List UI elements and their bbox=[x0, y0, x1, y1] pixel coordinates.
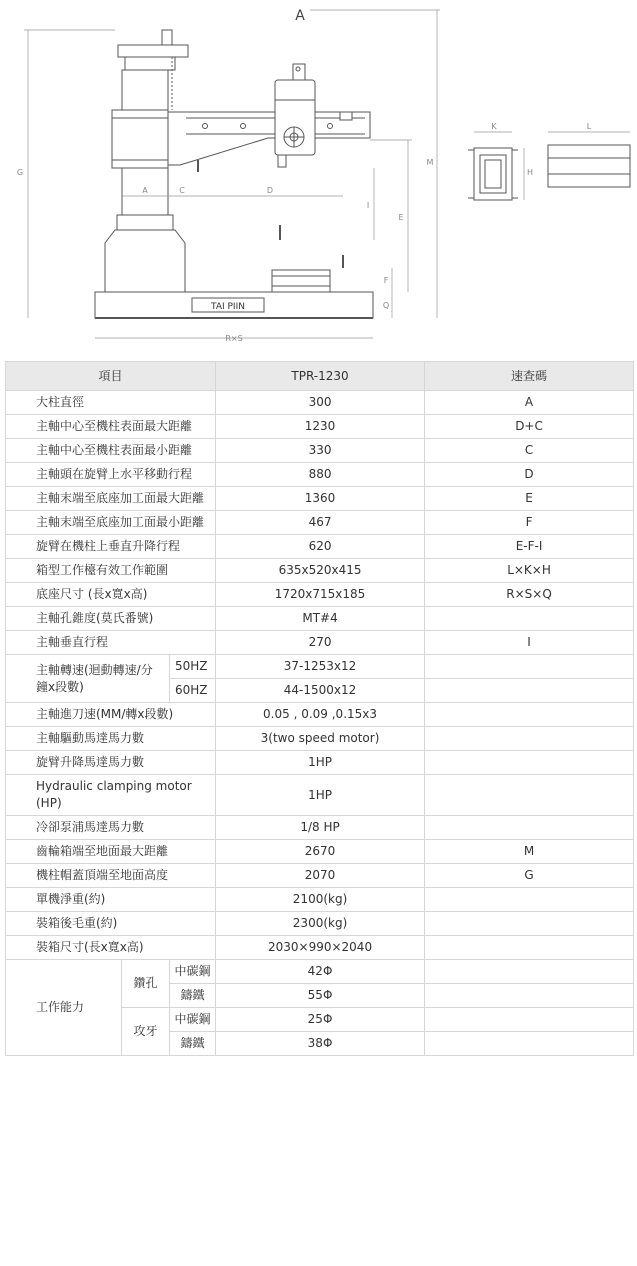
table-row bbox=[6, 912, 634, 936]
row-code bbox=[425, 727, 634, 751]
speed-hz: 50HZ bbox=[170, 655, 216, 679]
table-row bbox=[6, 391, 634, 415]
row-label: 底座尺寸 (長x寬x高) bbox=[6, 583, 216, 607]
row-value: 270 bbox=[216, 631, 425, 655]
table-header-row bbox=[6, 362, 634, 391]
row-label: 主軸進刀速(MM/轉x段數) bbox=[6, 703, 216, 727]
capacity-value: 55Φ bbox=[216, 984, 425, 1008]
row-label: 箱型工作檯有效工作範圍 bbox=[6, 559, 216, 583]
table-row bbox=[6, 703, 634, 727]
dim-e: E bbox=[398, 213, 404, 222]
table-row bbox=[6, 463, 634, 487]
header-model: TPR-1230 bbox=[216, 362, 425, 391]
speed-hz: 60HZ bbox=[170, 679, 216, 703]
row-code bbox=[425, 751, 634, 775]
row-value: 1230 bbox=[216, 415, 425, 439]
row-label: 冷卻泵浦馬達馬力數 bbox=[6, 816, 216, 840]
speed-label: 主軸轉速(迴動轉速/分鐘x段數) bbox=[6, 655, 170, 703]
table-row-speed-50hz bbox=[6, 655, 634, 679]
capacity-value: 38Φ bbox=[216, 1032, 425, 1056]
row-code bbox=[425, 607, 634, 631]
dim-l: L bbox=[586, 122, 592, 131]
box-table-side bbox=[548, 145, 630, 187]
row-value: 620 bbox=[216, 535, 425, 559]
table-row bbox=[6, 751, 634, 775]
row-code: E bbox=[425, 487, 634, 511]
row-value: 330 bbox=[216, 439, 425, 463]
dim-rs: R×S bbox=[225, 334, 243, 343]
dim-m: M bbox=[426, 158, 434, 167]
row-value: 1360 bbox=[216, 487, 425, 511]
table-row bbox=[6, 511, 634, 535]
row-value: 3(two speed motor) bbox=[216, 727, 425, 751]
row-code bbox=[425, 936, 634, 960]
dim-h: H bbox=[526, 168, 534, 177]
row-value: 467 bbox=[216, 511, 425, 535]
row-value: 880 bbox=[216, 463, 425, 487]
capacity-material: 鑄鐵 bbox=[170, 1032, 216, 1056]
capacity-group-drilling: 鑽孔 bbox=[122, 960, 170, 1008]
table-row bbox=[6, 559, 634, 583]
capacity-label: 工作能力 bbox=[6, 960, 122, 1056]
box-table bbox=[272, 270, 330, 292]
capacity-material: 中碳鋼 bbox=[170, 960, 216, 984]
table-row bbox=[6, 439, 634, 463]
capacity-value: 25Φ bbox=[216, 1008, 425, 1032]
column-base bbox=[105, 230, 185, 292]
table-row bbox=[6, 583, 634, 607]
row-value: 2100(kg) bbox=[216, 888, 425, 912]
table-row bbox=[6, 775, 634, 816]
row-label: 大柱直徑 bbox=[6, 391, 216, 415]
row-label: 主軸垂直行程 bbox=[6, 631, 216, 655]
table-row bbox=[6, 727, 634, 751]
speed-value: 37-1253x12 bbox=[216, 655, 425, 679]
row-code bbox=[425, 703, 634, 727]
row-code bbox=[425, 816, 634, 840]
row-label: 旋臂在機柱上垂直升降行程 bbox=[6, 535, 216, 559]
table-row bbox=[6, 415, 634, 439]
row-value: 2030×990×2040 bbox=[216, 936, 425, 960]
row-value: MT#4 bbox=[216, 607, 425, 631]
row-value: 635x520x415 bbox=[216, 559, 425, 583]
capacity-material: 鑄鐵 bbox=[170, 984, 216, 1008]
dim-c: C bbox=[179, 186, 185, 195]
row-code bbox=[425, 775, 634, 816]
row-code: I bbox=[425, 631, 634, 655]
row-value: 0.05 , 0.09 ,0.15x3 bbox=[216, 703, 425, 727]
row-label: 主軸末端至底座加工面最小距離 bbox=[6, 511, 216, 535]
row-label: 機柱帽蓋頂端至地面高度 bbox=[6, 864, 216, 888]
row-value: 1HP bbox=[216, 775, 425, 816]
capacity-row-drill-steel bbox=[6, 960, 634, 984]
row-label: 裝箱後毛重(約) bbox=[6, 912, 216, 936]
row-label: 主軸孔錐度(莫氏番號) bbox=[6, 607, 216, 631]
row-value: 1/8 HP bbox=[216, 816, 425, 840]
row-label: Hydraulic clamping motor (HP) bbox=[6, 775, 216, 816]
header-item: 項目 bbox=[6, 362, 216, 391]
row-label: 主軸頭在旋臂上水平移動行程 bbox=[6, 463, 216, 487]
row-value: 1HP bbox=[216, 751, 425, 775]
dim-g: G bbox=[16, 168, 24, 177]
speed-code bbox=[425, 655, 634, 679]
dim-i: I bbox=[366, 201, 370, 210]
view-label: A bbox=[295, 8, 305, 24]
row-code: G bbox=[425, 864, 634, 888]
row-code bbox=[425, 888, 634, 912]
dim-f: F bbox=[383, 276, 389, 285]
row-code: E-F-I bbox=[425, 535, 634, 559]
dim-d: D bbox=[266, 186, 274, 195]
row-value: 300 bbox=[216, 391, 425, 415]
row-code: L×K×H bbox=[425, 559, 634, 583]
table-row bbox=[6, 888, 634, 912]
row-code: F bbox=[425, 511, 634, 535]
row-code: D+C bbox=[425, 415, 634, 439]
table-row bbox=[6, 864, 634, 888]
header-code: 速查碼 bbox=[425, 362, 634, 391]
row-code: C bbox=[425, 439, 634, 463]
table-row bbox=[6, 487, 634, 511]
row-code: M bbox=[425, 840, 634, 864]
capacity-value: 42Φ bbox=[216, 960, 425, 984]
nameplate-text: TAI PIIN bbox=[211, 302, 245, 312]
dim-a: A bbox=[142, 186, 148, 195]
row-label: 主軸中心至機柱表面最小距離 bbox=[6, 439, 216, 463]
dim-q: Q bbox=[382, 301, 390, 310]
row-value: 2070 bbox=[216, 864, 425, 888]
capacity-group-tapping: 攻牙 bbox=[122, 1008, 170, 1056]
row-code: A bbox=[425, 391, 634, 415]
dim-k: K bbox=[491, 122, 497, 131]
speed-code bbox=[425, 679, 634, 703]
speed-value: 44-1500x12 bbox=[216, 679, 425, 703]
row-code bbox=[425, 912, 634, 936]
row-value: 2670 bbox=[216, 840, 425, 864]
row-label: 主軸末端至底座加工面最大距離 bbox=[6, 487, 216, 511]
row-value: 1720x715x185 bbox=[216, 583, 425, 607]
table-row bbox=[6, 631, 634, 655]
row-code: R×S×Q bbox=[425, 583, 634, 607]
row-label: 齒輪箱端至地面最大距離 bbox=[6, 840, 216, 864]
table-row bbox=[6, 816, 634, 840]
row-label: 主軸驅動馬達馬力數 bbox=[6, 727, 216, 751]
row-label: 旋臂升降馬達馬力數 bbox=[6, 751, 216, 775]
machine-dimension-drawing bbox=[0, 0, 637, 355]
row-label: 裝箱尺寸(長x寬x高) bbox=[6, 936, 216, 960]
row-code: D bbox=[425, 463, 634, 487]
capacity-material: 中碳鋼 bbox=[170, 1008, 216, 1032]
table-row bbox=[6, 840, 634, 864]
table-row bbox=[6, 535, 634, 559]
table-row bbox=[6, 607, 634, 631]
table-row bbox=[6, 936, 634, 960]
row-label: 主軸中心至機柱表面最大距離 bbox=[6, 415, 216, 439]
row-label: 單機淨重(約) bbox=[6, 888, 216, 912]
spec-table bbox=[5, 361, 634, 1056]
row-value: 2300(kg) bbox=[216, 912, 425, 936]
